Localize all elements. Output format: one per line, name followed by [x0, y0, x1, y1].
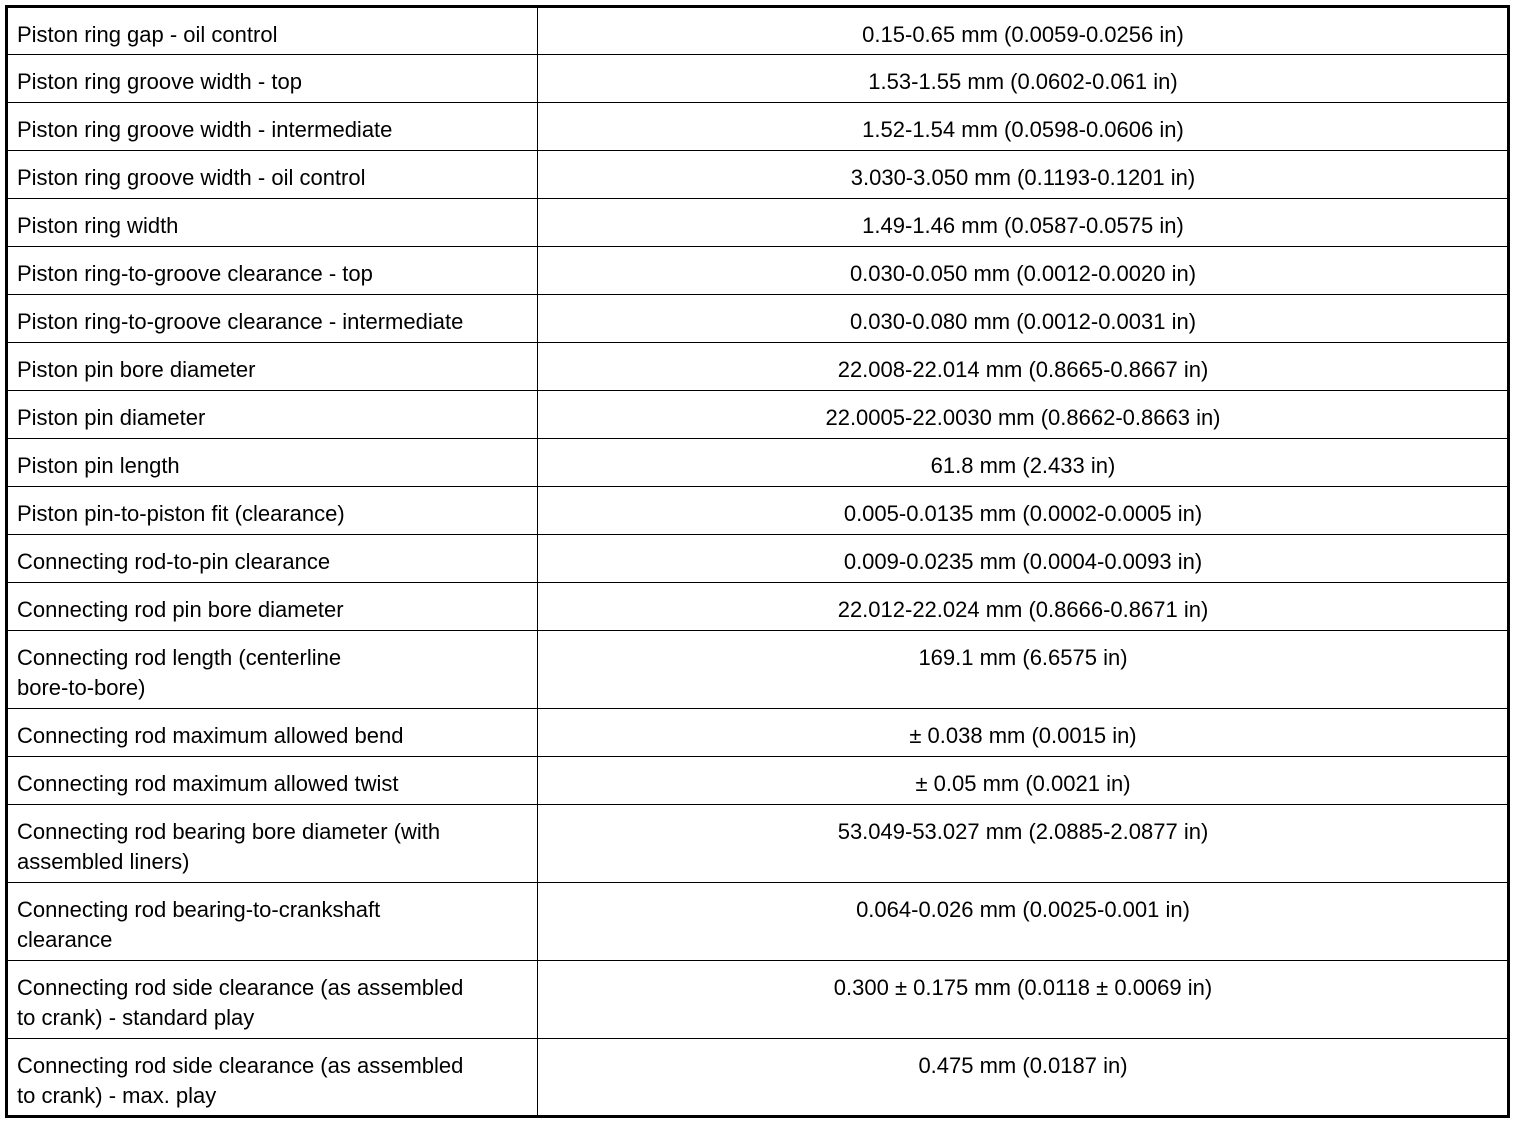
table-row — [7, 55, 1509, 103]
table-row — [7, 535, 1509, 583]
spec-label: Connecting rod side clearance (as assembled to crank) - standard play — [7, 961, 538, 1039]
table-row — [7, 103, 1509, 151]
spec-label: Piston ring groove width - oil control — [7, 151, 538, 199]
spec-value: 0.300 ± 0.175 mm (0.0118 ± 0.0069 in) — [538, 961, 1509, 1039]
spec-label: Connecting rod bearing bore diameter (with assembled liners) — [7, 805, 538, 883]
spec-value: 169.1 mm (6.6575 in) — [538, 631, 1509, 709]
spec-label: Connecting rod maximum allowed bend — [7, 709, 538, 757]
spec-value: 3.030-3.050 mm (0.1193-0.1201 in) — [538, 151, 1509, 199]
spec-value: 53.049-53.027 mm (2.0885-2.0877 in) — [538, 805, 1509, 883]
table-row — [7, 1039, 1509, 1117]
spec-value: 0.009-0.0235 mm (0.0004-0.0093 in) — [538, 535, 1509, 583]
spec-label: Piston ring gap - oil control — [7, 7, 538, 55]
spec-label: Piston ring width — [7, 199, 538, 247]
spec-value: 0.030-0.050 mm (0.0012-0.0020 in) — [538, 247, 1509, 295]
spec-value: 0.005-0.0135 mm (0.0002-0.0005 in) — [538, 487, 1509, 535]
spec-value: 1.49-1.46 mm (0.0587-0.0575 in) — [538, 199, 1509, 247]
table-row — [7, 883, 1509, 961]
table-row — [7, 961, 1509, 1039]
table-row — [7, 247, 1509, 295]
table-row — [7, 199, 1509, 247]
table-row — [7, 151, 1509, 199]
spec-label: Connecting rod bearing-to-crankshaft clearance — [7, 883, 538, 961]
spec-label: Piston pin-to-piston fit (clearance) — [7, 487, 538, 535]
table-row — [7, 583, 1509, 631]
spec-value: ± 0.038 mm (0.0015 in) — [538, 709, 1509, 757]
spec-label: Piston ring-to-groove clearance - top — [7, 247, 538, 295]
spec-label: Piston pin bore diameter — [7, 343, 538, 391]
spec-label: Piston ring-to-groove clearance - intermediate — [7, 295, 538, 343]
spec-value: 0.15-0.65 mm (0.0059-0.0256 in) — [538, 7, 1509, 55]
spec-label: Piston ring groove width - top — [7, 55, 538, 103]
spec-label: Piston pin diameter — [7, 391, 538, 439]
spec-value: 61.8 mm (2.433 in) — [538, 439, 1509, 487]
table-row — [7, 631, 1509, 709]
table-row — [7, 757, 1509, 805]
spec-label: Connecting rod length (centerline bore-to-bore) — [7, 631, 538, 709]
spec-value: 1.52-1.54 mm (0.0598-0.0606 in) — [538, 103, 1509, 151]
table-row — [7, 805, 1509, 883]
table-row — [7, 487, 1509, 535]
table-row — [7, 343, 1509, 391]
spec-value: 22.008-22.014 mm (0.8665-0.8667 in) — [538, 343, 1509, 391]
spec-value: 22.0005-22.0030 mm (0.8662-0.8663 in) — [538, 391, 1509, 439]
spec-label: Connecting rod-to-pin clearance — [7, 535, 538, 583]
spec-label: Piston ring groove width - intermediate — [7, 103, 538, 151]
specifications-table-body — [7, 7, 1509, 1117]
spec-value: 0.475 mm (0.0187 in) — [538, 1039, 1509, 1117]
specifications-table — [5, 5, 1510, 1118]
table-row — [7, 709, 1509, 757]
spec-value: 0.064-0.026 mm (0.0025-0.001 in) — [538, 883, 1509, 961]
spec-value: 22.012-22.024 mm (0.8666-0.8671 in) — [538, 583, 1509, 631]
spec-label: Connecting rod side clearance (as assembled to crank) - max. play — [7, 1039, 538, 1117]
spec-label: Connecting rod pin bore diameter — [7, 583, 538, 631]
table-row — [7, 7, 1509, 55]
spec-label: Piston pin length — [7, 439, 538, 487]
spec-value: ± 0.05 mm (0.0021 in) — [538, 757, 1509, 805]
spec-label: Connecting rod maximum allowed twist — [7, 757, 538, 805]
spec-value: 0.030-0.080 mm (0.0012-0.0031 in) — [538, 295, 1509, 343]
table-row — [7, 391, 1509, 439]
table-row — [7, 439, 1509, 487]
spec-value: 1.53-1.55 mm (0.0602-0.061 in) — [538, 55, 1509, 103]
table-row — [7, 295, 1509, 343]
